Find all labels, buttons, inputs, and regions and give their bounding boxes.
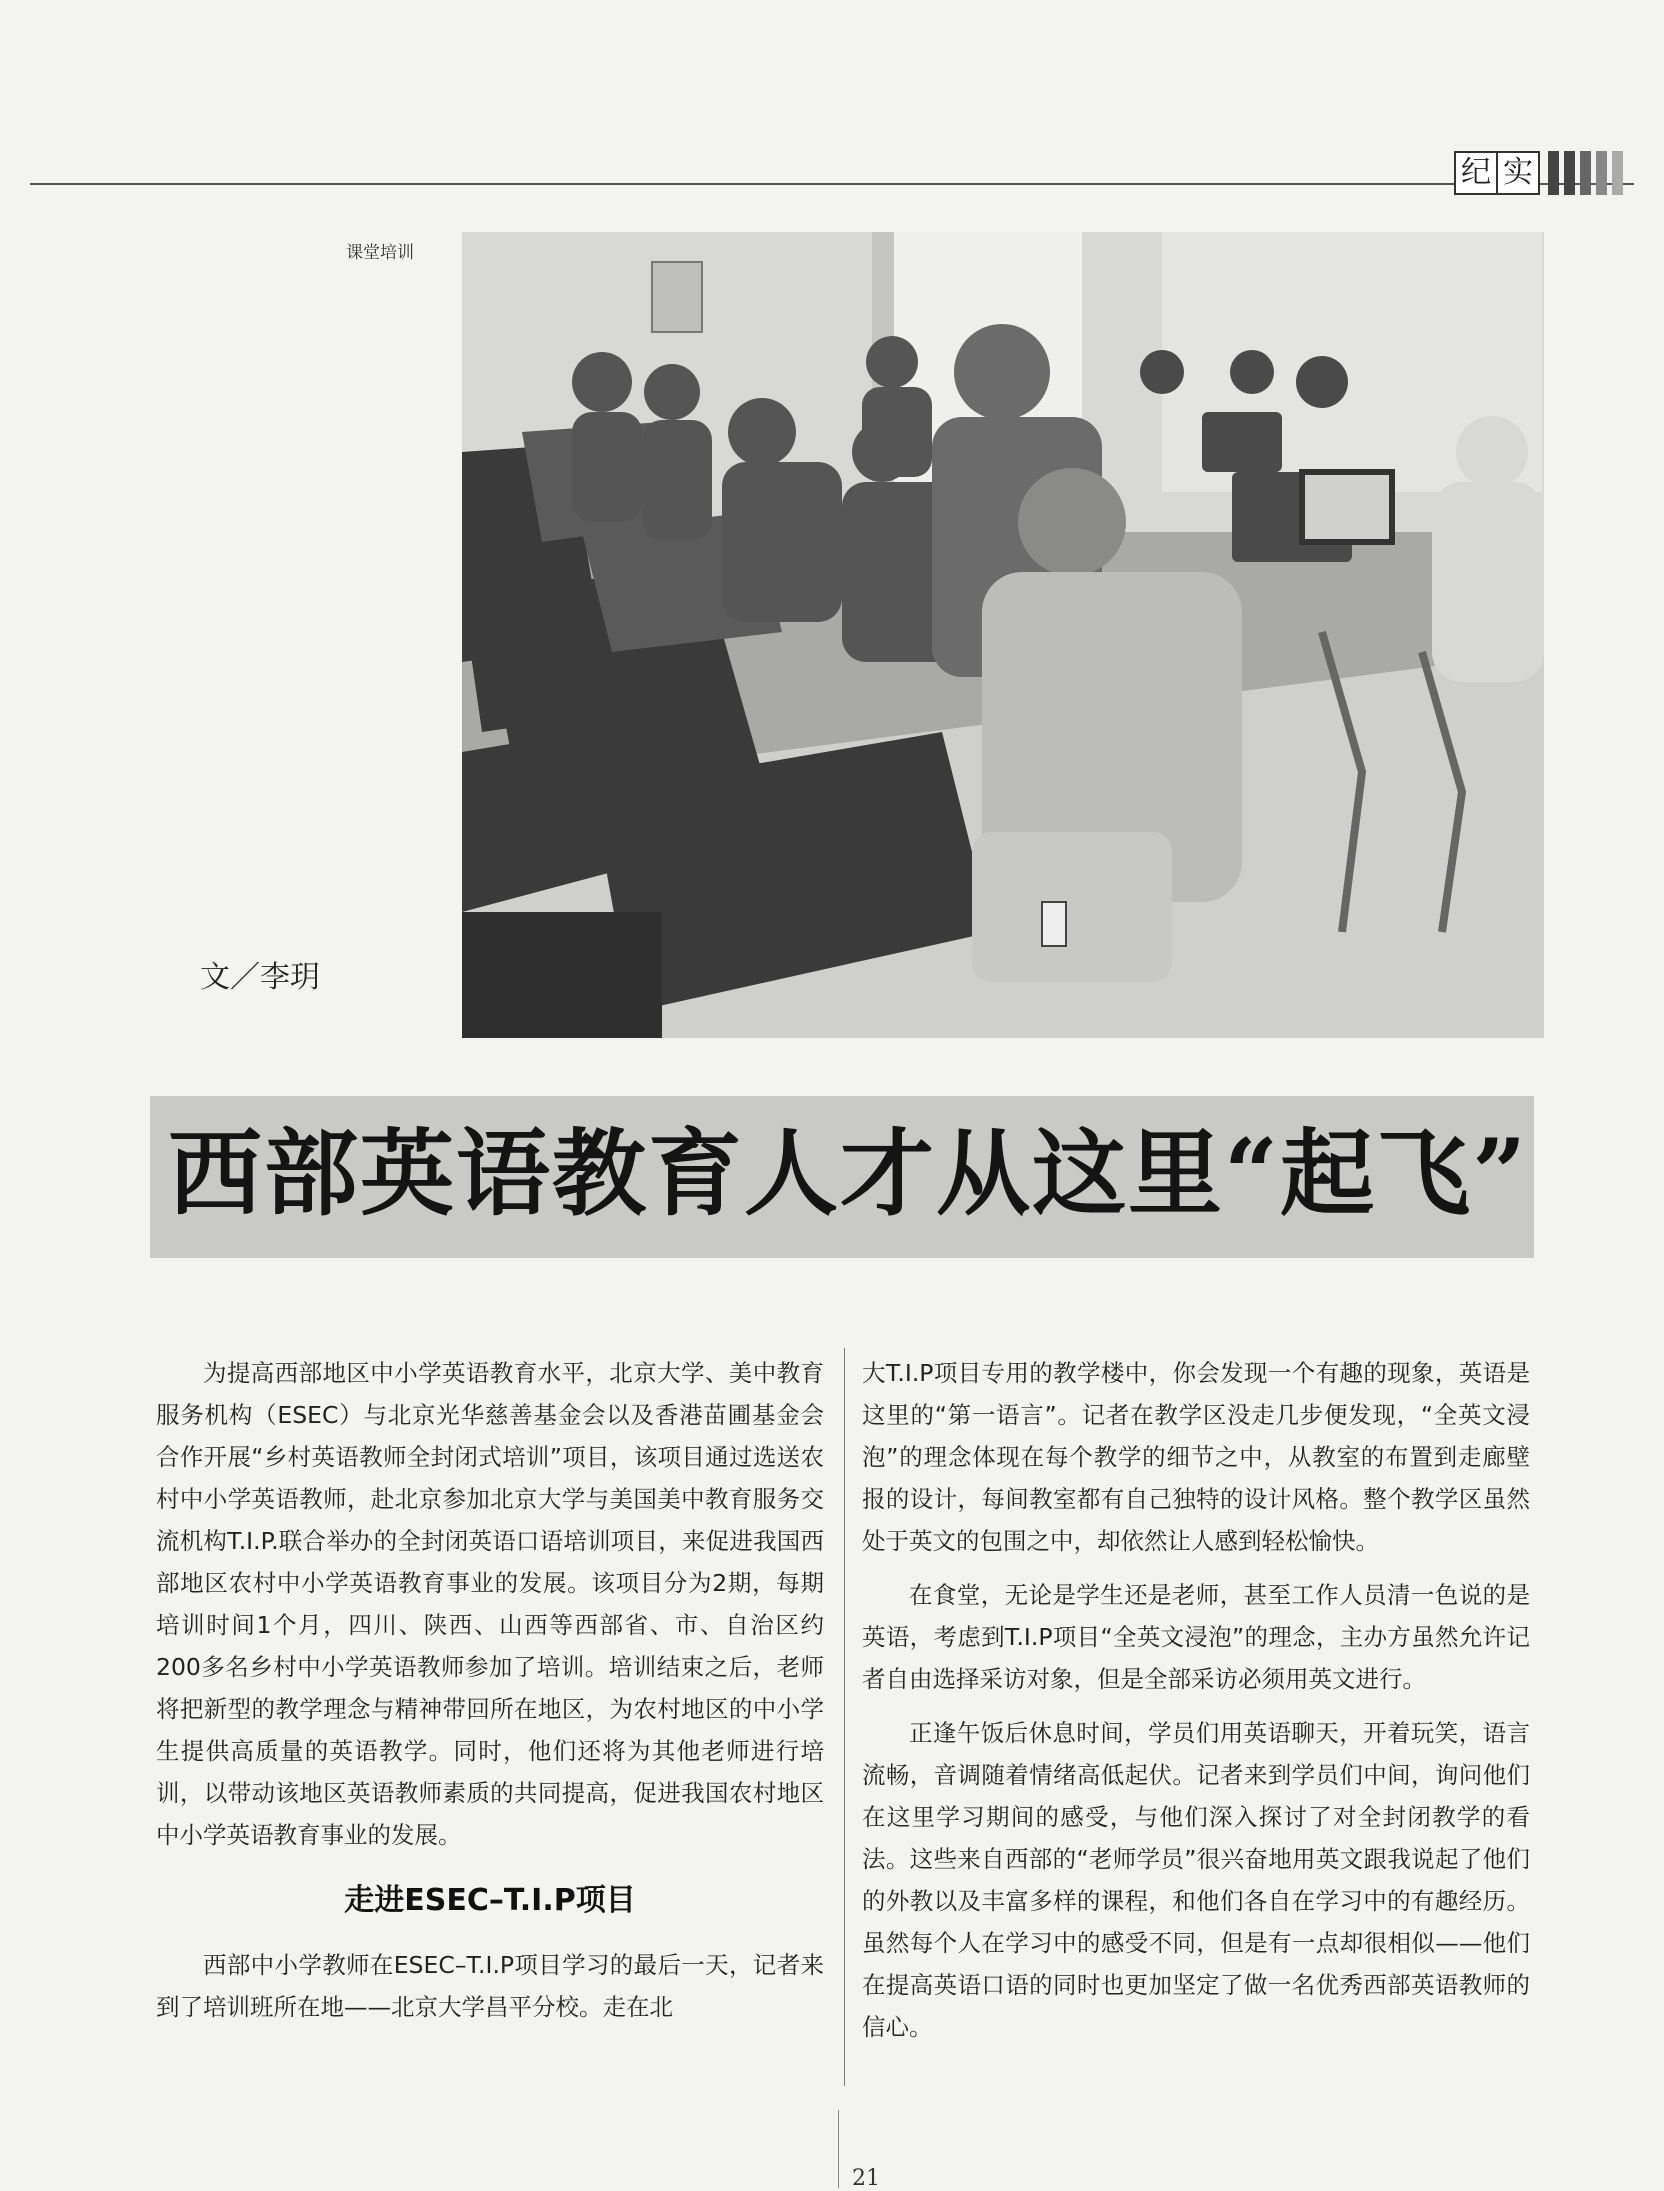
header-rule [30, 183, 1634, 185]
section-label-char: 实 [1503, 155, 1533, 190]
computer-lab-photo [462, 232, 1544, 1038]
section-label-char: 纪 [1456, 153, 1498, 193]
byline-author: 文／李玥 [200, 960, 320, 995]
paragraph: 大T.I.P项目专用的教学楼中，你会发现一个有趣的现象，英语是这里的“第一语言”。记者在教学区没走几步便发现，“全英文浸泡”的理念体现在每个教学的细节之中，从教室的布置到走廊壁报的设计，每间教室都有自己独特的设计风格。整个教学区虽然处于英文的包围之中，却依然让人感到轻松愉快。 [862, 1359, 1530, 1555]
right-column [862, 1352, 1530, 2048]
subheading: 走进ESEC–T.I.P项目 [344, 1883, 636, 1918]
left-column [156, 1352, 824, 2028]
gutter-line [838, 2110, 839, 2188]
paragraph: 为提高西部地区中小学英语教育水平，北京大学、美中教育服务机构（ESEC）与北京光华慈善基金会以及香港苗圃基金会合作开展“乡村英语教师全封闭式培训”项目，该项目通过选送农村中小学英语教师，赴北京参加北京大学与美国美中教育服务交流机构T.I.P.联合举办的全封闭英语口语培训项目，来促进我国西部地区农村中小学英语教育事业的发展。该项目分为2期，每期培训时间1个月，四川、陕西、山西等西部省、市、自治区约200多名乡村中小学英语教师参加了培训。培训结束之后，老师将把新型的教学理念与精神带回所在地区，为农村地区的中小学生提供高质量的英语教学。同时，他们还将为其他老师进行培训，以带动该地区英语教师素质的共同提高，促进我国农村地区中小学英语教育事业的发展。 [156, 1359, 824, 1849]
page-number: 21 [852, 2166, 880, 2191]
column-label: 课堂培训 [346, 243, 414, 263]
section-label [1454, 150, 1623, 196]
article-title: 西部英语教育人才从这里“起飞” [168, 1119, 1529, 1229]
computer-lab-photo-icon [462, 232, 1544, 1038]
column-divider [844, 1348, 845, 2086]
paragraph: 西部中小学教师在ESEC–T.I.P项目学习的最后一天，记者来到了培训班所在地——北京大学昌平分校。走在北 [156, 1951, 824, 2021]
section-bars-decoration [1548, 151, 1623, 195]
paragraph: 在食堂，无论是学生还是老师，甚至工作人员清一色说的是英语，考虑到T.I.P项目“全英文浸泡”的理念，主办方虽然允许记者自由选择采访对象，但是全部采访必须用英文进行。 [862, 1581, 1530, 1693]
paragraph: 正逢午饭后休息时间，学员们用英语聊天，开着玩笑，语言流畅，音调随着情绪高低起伏。记者来到学员们中间，询问他们在这里学习期间的感受，与他们深入探讨了对全封闭教学的看法。这些来自西部的“老师学员”很兴奋地用英文跟我说起了他们的外教以及丰富多样的课程，和他们各自在学习中的有趣经历。虽然每个人在学习中的感受不同，但是有一点却很相似——他们在提高英语口语的同时也更加坚定了做一名优秀西部英语教师的信心。 [862, 1719, 1530, 2041]
